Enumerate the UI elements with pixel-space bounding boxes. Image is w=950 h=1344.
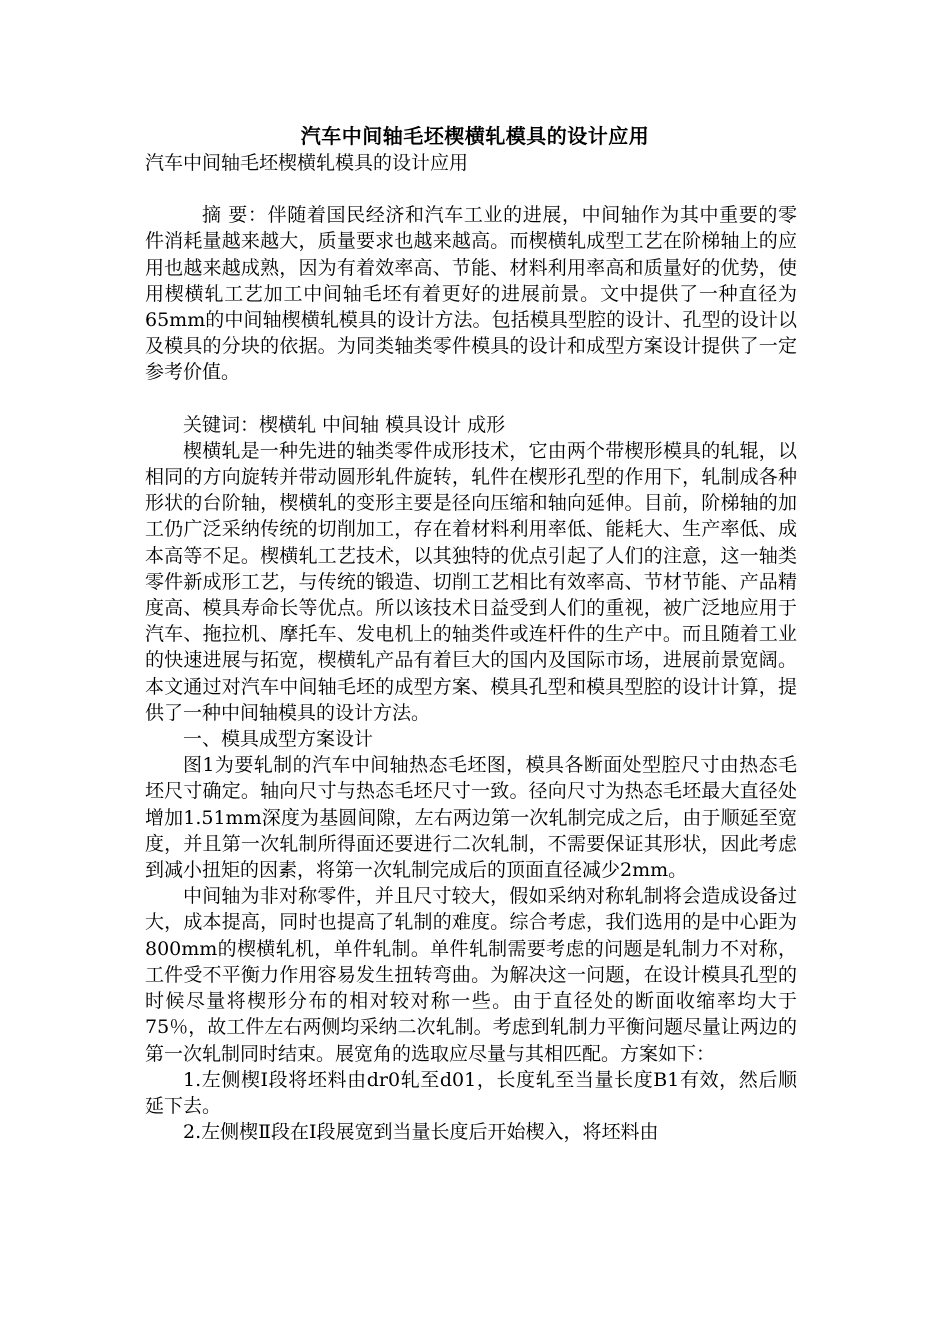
keywords-line: 关键词：楔横轧 中间轴 模具设计 成形 xyxy=(183,413,506,436)
asymmetric-paragraph: 中间轴为非对称零件，并且尺寸较大，假如采纳对称轧制将会造成设备过大，成本提高，同时也提高了轧制的难度。综合考虑，我们选用的是中心距为800mm的楔横轧机，单件轧制。单件轧制需要考虑的问题是轧制力不对称，工件受不平衡力作用容易发生扭转弯曲。为解决这一问题，在设计模具孔型的时候尽量将楔形分布的相对较对称一些。由于直径处的断面收缩率均大于75％，故工件左右两侧均采纳二次轧制。考虑到轧制力平衡问题尽量让两边的第一次轧制同时结束。展宽角的选取应尽量与其相匹配。方案如下： xyxy=(145,885,797,1065)
list-item: 1.左侧楔Ⅰ段将坯料由dr0轧至d01，长度轧至当量长度B1有效，然后顺延下去。 xyxy=(145,1068,797,1117)
list-item: 2.左侧楔Ⅱ段在Ⅰ段展宽到当量长度后开始楔入，将坯料由 xyxy=(183,1121,659,1144)
intro-paragraph: 楔横轧是一种先进的轴类零件成形技术，它由两个带楔形模具的轧辊，以相同的方向旋转并带动圆形轧件旋转，轧件在楔形孔型的作用下，轧制成各种形状的台阶轴，楔横轧的变形主要是径向压缩和轴向延伸。目前，阶梯轴的加工仍广泛采纳传统的切削加工，存在着材料利用率低、能耗大、生产率低、成本高等不足。楔横轧工艺技术，以其独特的优点引起了人们的注意，这一轴类零件新成形工艺，与传统的锻造、切削工艺相比有效率高、节材节能、产品精度高、模具寿命长等优点。所以该技术日益受到人们的重视，被广泛地应用于汽车、拖拉机、摩托车、发电机上的轴类件或连杆件的生产中。而且随着工业的快速进展与拓宽，楔横轧产品有着巨大的国内及国际市场，进展前景宽阔。本文通过对汽车中间轴毛坯的成型方案、模具孔型和模具型腔的设计计算，提供了一种中间轴模具的设计方法。 xyxy=(145,439,797,724)
section-heading: 一、模具成型方案设计 xyxy=(183,728,374,751)
figure1-paragraph: 图1为要轧制的汽车中间轴热态毛坯图，模具各断面处型腔尺寸由热态毛坯尺寸确定。轴向尺寸与热态毛坯尺寸一致。径向尺寸为热态毛坯最大直径处增加1.51mm深度为基圆间隙，左右两边第一次轧制完成之后，由于顺延至宽度，并且第一次轧制所得面还要进行二次轧制，不需要保证其形状，因此考虑到减小扭矩的因素，将第一次轧制完成后的顶面直径减少2mm。 xyxy=(145,754,797,882)
document-subtitle: 汽车中间轴毛坯楔横轧模具的设计应用 xyxy=(145,152,469,174)
abstract-paragraph: 摘 要：伴随着国民经济和汽车工业的进展，中间轴作为其中重要的零件消耗量越来越大，质量要求也越来越高。而楔横轧成型工艺在阶梯轴上的应用也越来越成熟，因为有着效率高、节能、材料利用率高和质量好的优势，使用楔横轧工艺加工中间轴毛坯有着更好的进展前景。文中提供了一种直径为65mm的中间轴楔横轧模具的设计方法。包括模具型腔的设计、孔型的设计以及模具的分块的依据。为同类轴类零件模具的设计和成型方案设计提供了一定参考价值。 xyxy=(145,204,797,384)
blank-line xyxy=(145,386,797,412)
document-title: 汽车中间轴毛坯楔横轧模具的设计应用 xyxy=(300,124,650,148)
blank-line xyxy=(145,176,797,202)
document-body xyxy=(145,150,797,1145)
